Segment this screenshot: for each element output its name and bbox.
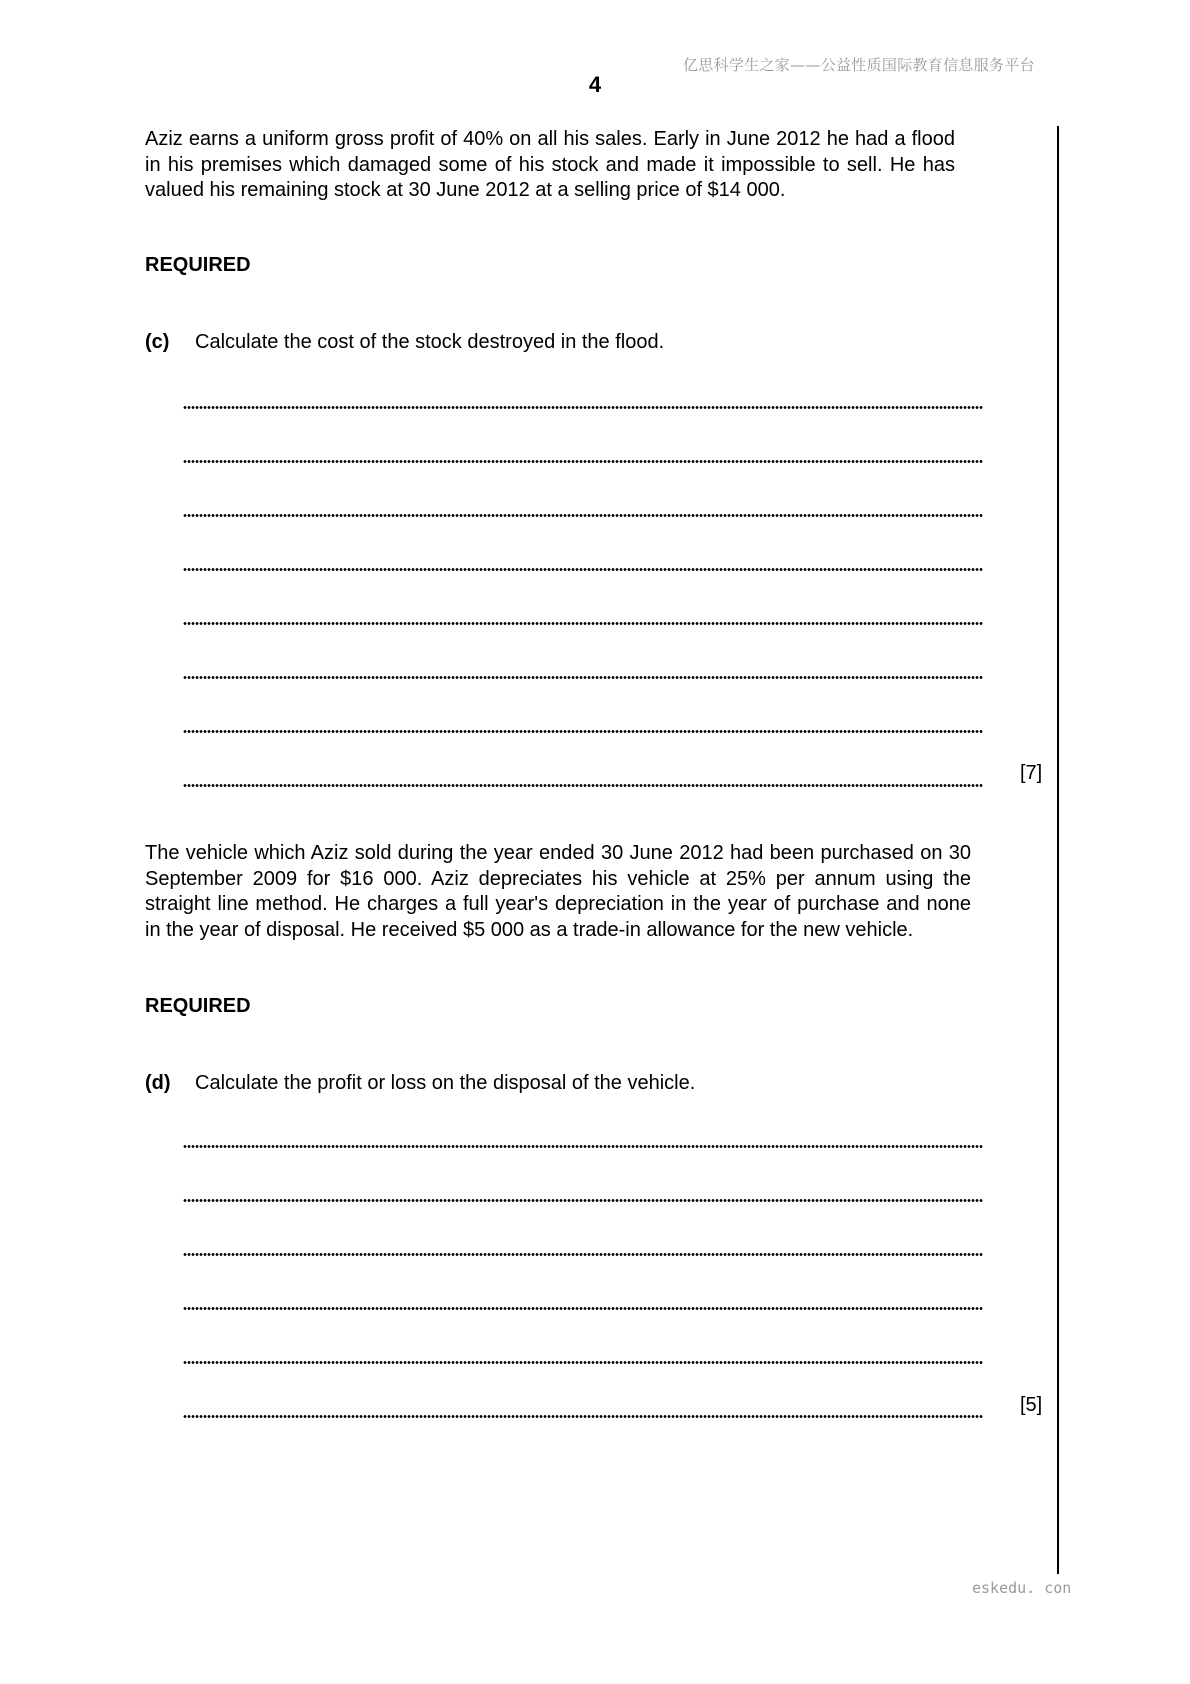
margin-rule <box>1057 126 1059 1574</box>
answer-line-c-2[interactable] <box>183 459 983 464</box>
question-c-text: Calculate the cost of the stock destroyed in the flood. <box>195 331 665 353</box>
question-d-stem: The vehicle which Aziz sold during the year ended 30 June 2012 had been purchased on 30 September 2009 for $16 000. Aziz depreciates his vehicle at 25% per annum using the straight line method. He charges a full year's depreciation in the year of purchase and none in the year of disposal. He received $5 000 as a trade-in allowance for the new vehicle. <box>145 842 971 941</box>
answer-line-c-5[interactable] <box>183 621 983 626</box>
marks-d: [5] <box>1020 1394 1043 1416</box>
question-c <box>145 331 664 354</box>
answer-line-d-4[interactable] <box>183 1306 983 1311</box>
question-d <box>145 1072 695 1095</box>
watermark-header: 亿思科学生之家——公益性质国际教育信息服务平台 <box>683 56 1035 74</box>
answer-line-d-1[interactable] <box>183 1144 983 1149</box>
question-d-letter: (d) <box>145 1072 171 1094</box>
required-heading-c: REQUIRED <box>145 254 251 276</box>
answer-line-c-7[interactable] <box>183 729 983 734</box>
answer-line-d-3[interactable] <box>183 1252 983 1257</box>
answer-line-c-8[interactable] <box>183 783 983 788</box>
answer-line-d-5[interactable] <box>183 1360 983 1365</box>
answer-line-c-4[interactable] <box>183 567 983 572</box>
watermark-footer: eskedu. con <box>972 1579 1072 1597</box>
question-c-letter: (c) <box>145 331 170 353</box>
answer-line-c-3[interactable] <box>183 513 983 518</box>
question-d-text: Calculate the profit or loss on the disposal of the vehicle. <box>195 1072 696 1094</box>
answer-line-d-2[interactable] <box>183 1198 983 1203</box>
question-c-stem: Aziz earns a uniform gross profit of 40% on all his sales. Early in June 2012 he had a flood in his premises which damaged some of his stock and made it impossible to sell. He has valued his remaining stock at 30 June 2012 at a selling price of $14 000. <box>145 128 955 201</box>
answer-line-c-6[interactable] <box>183 675 983 680</box>
required-heading-d: REQUIRED <box>145 995 251 1017</box>
answer-line-d-6[interactable] <box>183 1414 983 1419</box>
marks-c: [7] <box>1020 762 1043 784</box>
answer-line-c-1[interactable] <box>183 405 983 410</box>
page-number: 4 <box>588 72 602 97</box>
